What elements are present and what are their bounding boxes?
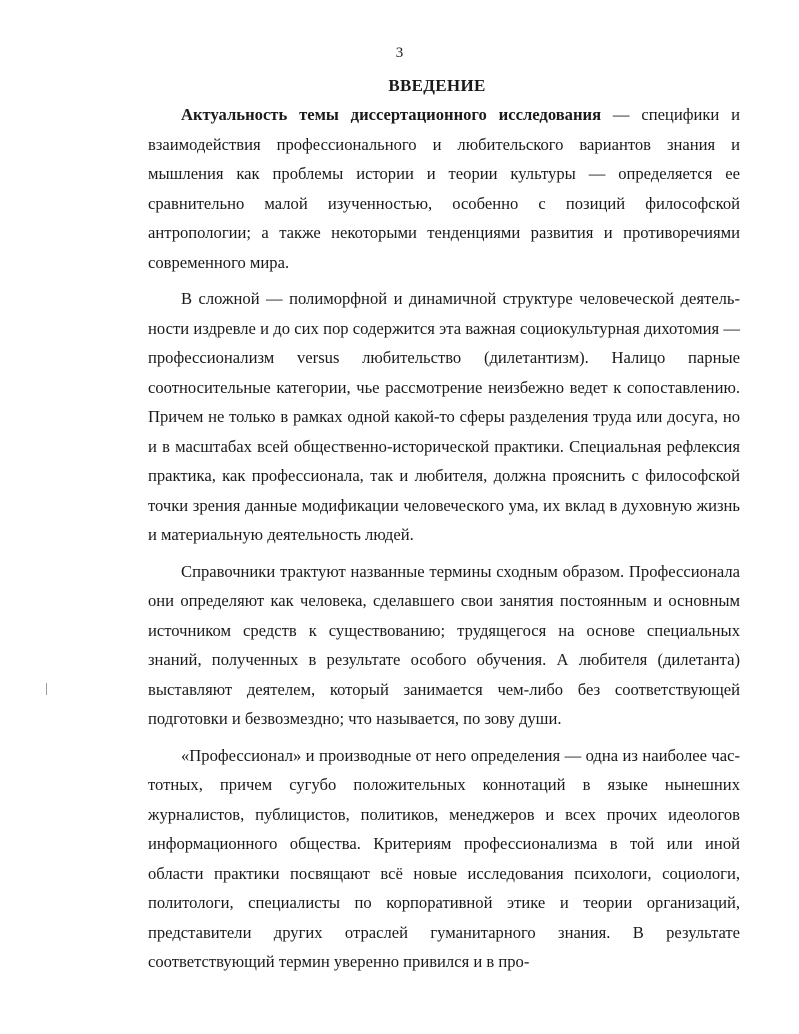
- paragraph-dichotomy: В сложной — полиморфной и динамичной структуре человеческой деятельности издревле и до сих пор содержится эта важная социокультурная дихотомия — профессионализм versus любительство (дилетантизм). Налицо парные соотносительные категории, чье рассмотрение неизбежно ведет к сопоставлению. Причем не только в рамках одной какой-то сферы разделения труда или досуга, но и в масштабах всей общественно-исторической практики. Специальная рефлексия практика, как профессионала, так и любителя, должна прояснить с философской точки зрения данные модификации человеческого ума, их вклад в духовную жизнь и материальную деятельность людей.: [148, 289, 740, 544]
- body-text: [148, 100, 740, 977]
- paragraph-relevance: [148, 100, 740, 277]
- page-number: 3: [395, 45, 404, 61]
- paragraph-lead: Актуальность темы диссертационного исследования: [181, 105, 602, 124]
- section-heading: ВВЕДЕНИЕ: [388, 76, 486, 95]
- scan-artifact: [46, 683, 47, 695]
- paragraph-definitions: Справочники трактуют названные термины сходным образом. Профессионала они определяют как человека, сделавшего свои занятия постоянным и основным источником средств к существованию; трудящегося на основе специальных знаний, полученных в результате особого обучения. А любителя (дилетанта) выставляют деятелем, который занимается чем-либо без соответствующей подготовки и безвозмездно; что называется, по зову души.: [148, 561, 740, 728]
- paragraph-text: — специфики и взаимодействия профессионального и любительского вариантов знания и мышления как проблемы истории и теории культуры — определяется ее сравнительно малой изученностью, особенно с позиций философской антропологии; а также некоторыми тенденциями развития и противоречиями современного мира.: [148, 105, 740, 272]
- paragraph-professional: «Профессионал» и производные от него определения — одна из наиболее частотных, причем сугубо положительных коннотаций в языке нынешних журналистов, публицистов, политиков, менеджеров и всех прочих идеологов информационного общества. Критериям профессионализма в той или иной области практики посвящают всё новые исследования психологи, социологи, политологи, специалисты по корпоративной этике и теории организаций, представители других отраслей гуманитарного знания. В результате соответствующий термин уверенно привился и в про-: [148, 745, 740, 971]
